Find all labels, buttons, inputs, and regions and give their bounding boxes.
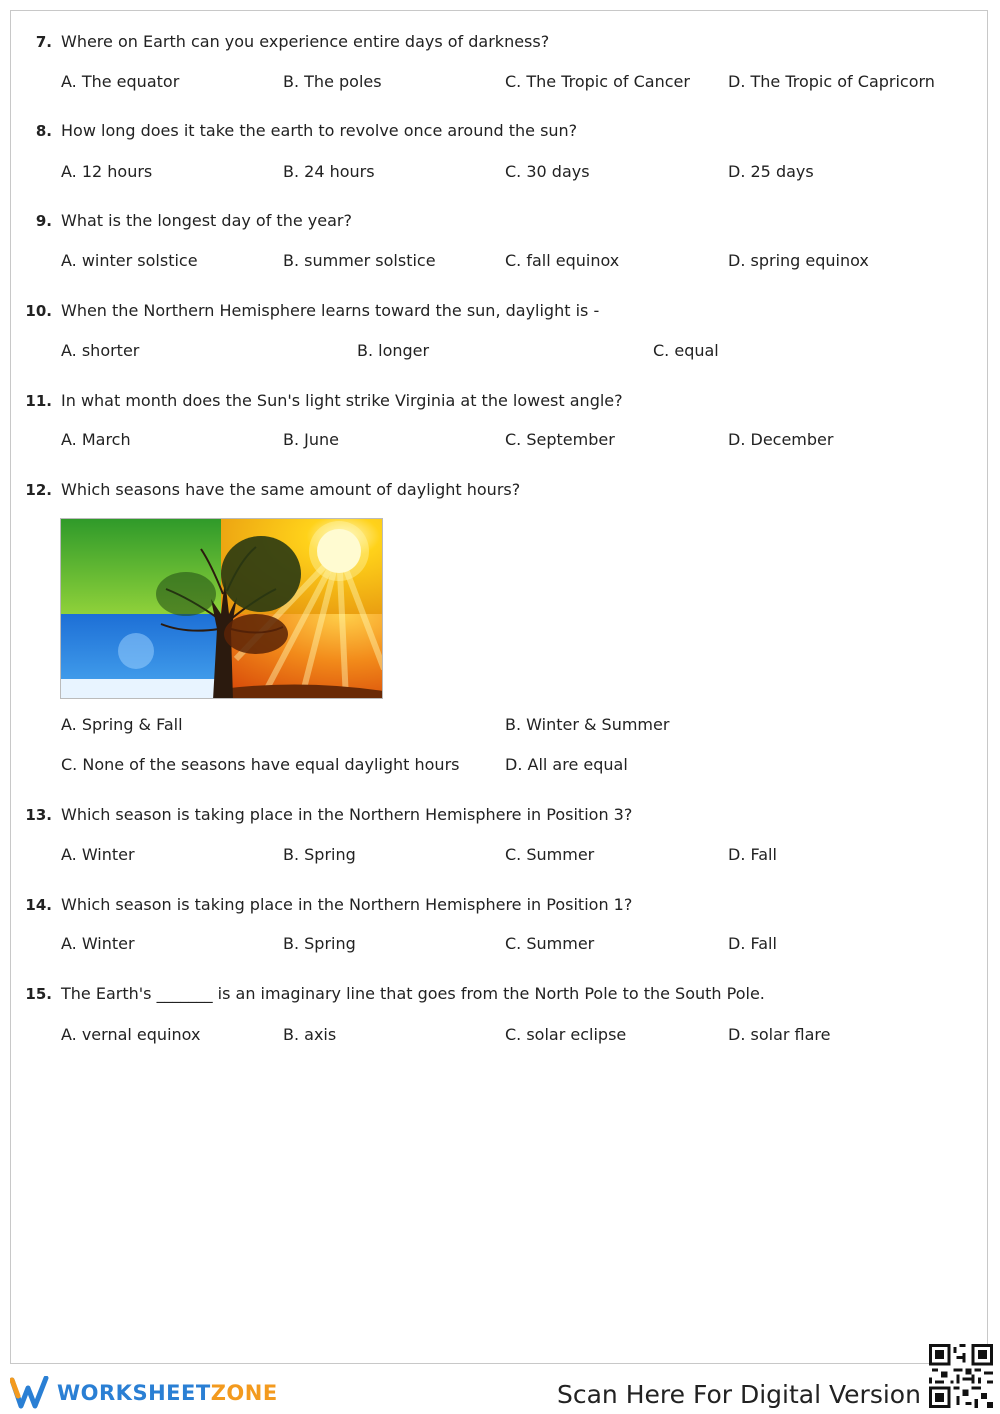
question-7: [0, 31, 1000, 61]
question-number: 10.: [25, 302, 52, 320]
question-text: When the Northern Hemisphere learns toward the sun, daylight is -: [61, 301, 600, 320]
question-13: [0, 804, 1000, 834]
question-9: [0, 210, 1000, 240]
question-14: [0, 894, 1000, 924]
question-15: [0, 983, 1000, 1013]
option-a[interactable]: A. Winter: [61, 934, 135, 953]
question-number: 9.: [35, 212, 52, 230]
question-number: 15.: [25, 985, 52, 1003]
brand-name: [57, 1381, 278, 1405]
option-d[interactable]: D. December: [728, 430, 834, 449]
option-c[interactable]: C. solar eclipse: [505, 1025, 627, 1044]
option-b[interactable]: B. Spring: [283, 845, 356, 864]
option-d[interactable]: D. Fall: [728, 934, 777, 953]
option-d[interactable]: D. Fall: [728, 845, 777, 864]
option-a[interactable]: A. Spring & Fall: [61, 715, 183, 734]
option-a[interactable]: A. The equator: [61, 72, 180, 91]
option-c[interactable]: C. The Tropic of Cancer: [505, 72, 690, 91]
option-c[interactable]: C. equal: [653, 341, 719, 360]
option-c[interactable]: C. fall equinox: [505, 251, 620, 270]
four-seasons-tree-image: [60, 518, 383, 699]
question-11: [0, 390, 1000, 420]
question-number: 11.: [25, 392, 52, 410]
question-text: The Earth's _______ is an imaginary line that goes from the North Pole to the South Pole.: [61, 984, 765, 1003]
option-b[interactable]: B. axis: [283, 1025, 337, 1044]
option-a[interactable]: A. shorter: [61, 341, 140, 360]
question-text: Which season is taking place in the Northern Hemisphere in Position 3?: [61, 805, 633, 824]
question-number: 12.: [25, 481, 52, 499]
option-b[interactable]: B. June: [283, 430, 339, 449]
option-a[interactable]: A. winter solstice: [61, 251, 198, 270]
option-b[interactable]: B. Spring: [283, 934, 356, 953]
question-text: How long does it take the earth to revolve once around the sun?: [61, 121, 578, 140]
option-c[interactable]: C. None of the seasons have equal daylight hours: [61, 755, 460, 774]
option-d[interactable]: D. spring equinox: [728, 251, 869, 270]
question-10: [0, 300, 1000, 330]
option-c[interactable]: C. 30 days: [505, 162, 590, 181]
option-b[interactable]: B. longer: [357, 341, 430, 360]
option-a[interactable]: A. vernal equinox: [61, 1025, 201, 1044]
option-c[interactable]: C. Summer: [505, 934, 595, 953]
option-a[interactable]: A. March: [61, 430, 131, 449]
scan-instruction: Scan Here For Digital Version: [557, 1380, 921, 1409]
option-d[interactable]: D. solar flare: [728, 1025, 831, 1044]
qr-code-icon[interactable]: [929, 1344, 993, 1408]
option-d[interactable]: D. All are equal: [505, 755, 628, 774]
question-number: 13.: [25, 806, 52, 824]
option-d[interactable]: D. The Tropic of Capricorn: [728, 72, 935, 91]
brand-name-part1: WORKSHEET: [57, 1381, 211, 1405]
option-b[interactable]: B. summer solstice: [283, 251, 436, 270]
question-text: What is the longest day of the year?: [61, 211, 352, 230]
question-number: 14.: [25, 896, 52, 914]
question-8: [0, 120, 1000, 150]
option-b[interactable]: B. The poles: [283, 72, 382, 91]
brand-name-part2: ZONE: [210, 1381, 278, 1405]
option-c[interactable]: C. Summer: [505, 845, 595, 864]
question-text: Which seasons have the same amount of daylight hours?: [61, 480, 521, 499]
option-a[interactable]: A. Winter: [61, 845, 135, 864]
question-text: Which season is taking place in the Northern Hemisphere in Position 1?: [61, 895, 633, 914]
option-d[interactable]: D. 25 days: [728, 162, 814, 181]
option-a[interactable]: A. 12 hours: [61, 162, 153, 181]
question-text: Where on Earth can you experience entire days of darkness?: [61, 32, 550, 51]
question-number: 8.: [35, 122, 52, 140]
question-12: [0, 479, 1000, 509]
question-number: 7.: [35, 33, 52, 51]
question-text: In what month does the Sun's light strike Virginia at the lowest angle?: [61, 391, 623, 410]
option-b[interactable]: B. Winter & Summer: [505, 715, 670, 734]
worksheetzone-logo-icon: [10, 1376, 54, 1410]
option-b[interactable]: B. 24 hours: [283, 162, 375, 181]
option-c[interactable]: C. September: [505, 430, 615, 449]
